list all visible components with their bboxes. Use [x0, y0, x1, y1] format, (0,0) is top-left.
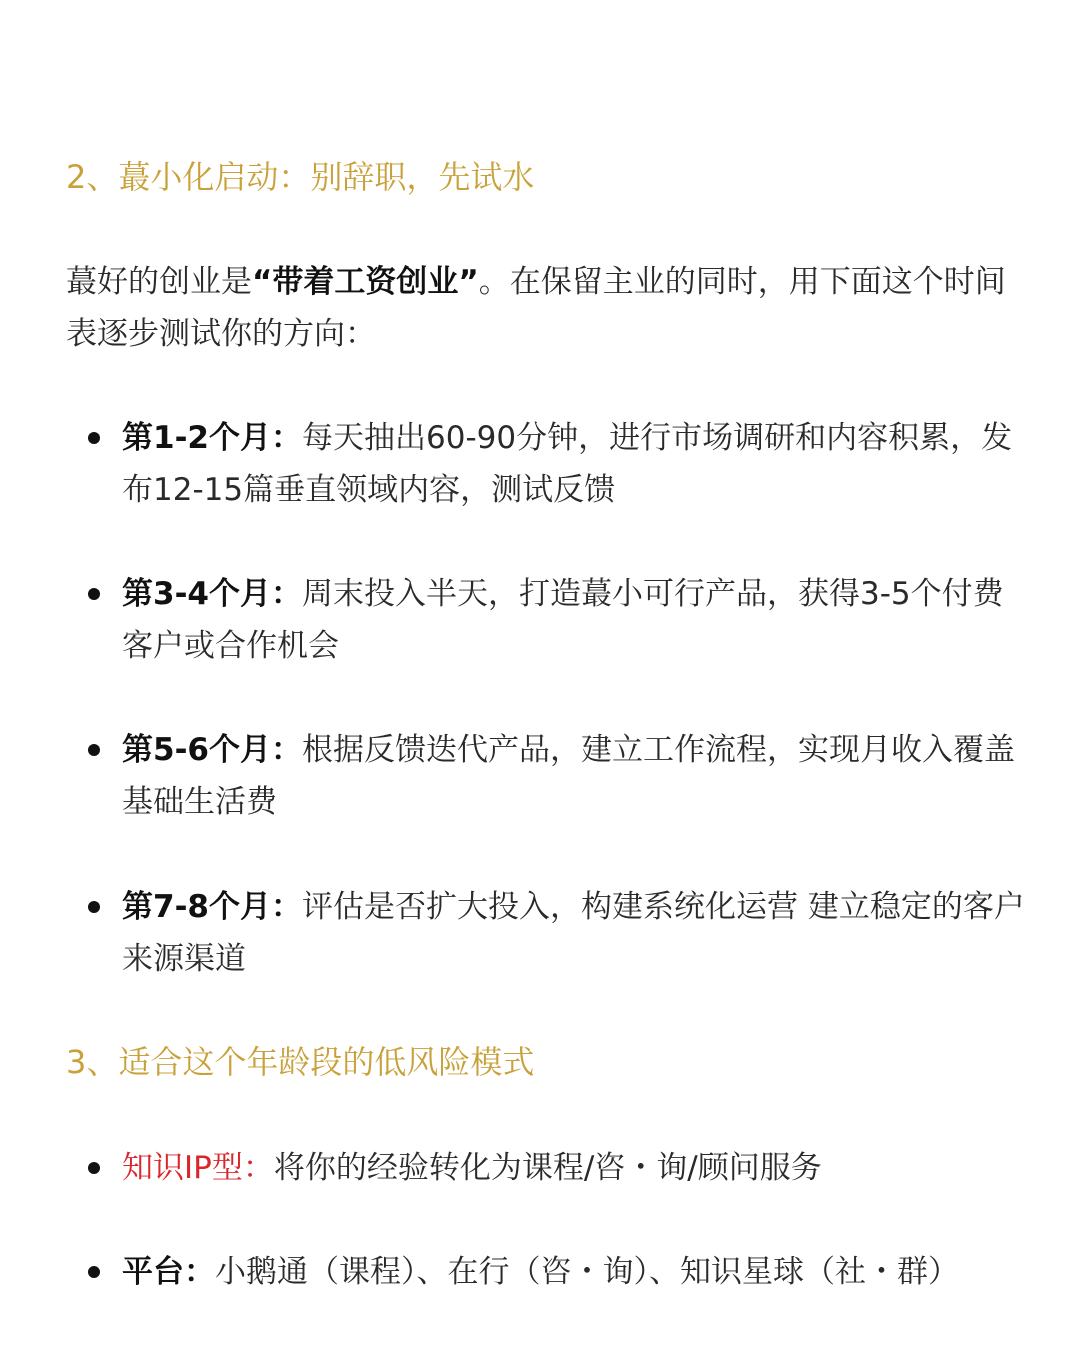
list-item-label: 平台： — [122, 1254, 215, 1290]
intro-text-start: 蕞好的创业是 — [66, 264, 252, 300]
list-item-text: 评估是否扩大投入，构建系统化运营 建立稳定的客户来源渠道 — [122, 889, 1025, 977]
list-item-label: 第1-2个月： — [122, 420, 303, 456]
list-item-text: 将你的经验转化为课程/咨・询/顾问服务 — [273, 1150, 822, 1186]
list-item-text: 小鹅通（课程）、在行（咨・询）、知识星球（社・群） — [215, 1254, 959, 1290]
bullet-dot — [88, 1162, 100, 1174]
intro-text-end: 。在保留主业的同时，用下面这个时间表逐步测试你的方向： — [66, 264, 1006, 352]
bullet-dot — [88, 432, 100, 444]
intro-emphasis: “带着工资创业” — [252, 264, 479, 300]
list-item-label: 第5-6个月： — [122, 732, 303, 768]
list-item-text: 每天抽出60-90分钟，进行市场调研和内容积累，发布12-15篇垂直领域内容，测试反馈 — [122, 420, 1013, 508]
list-item-label: 第7-8个月： — [122, 889, 303, 925]
list-item-text: 根据反馈迭代产品，建立工作流程，实现月收入覆盖基础生活费 — [122, 732, 1016, 820]
list-item-text: 周末投入半天，打造蕞小可行产品，获得3-5个付费客户或合作机会 — [122, 576, 1004, 664]
bullet-dot — [88, 744, 100, 756]
bullet-dot — [88, 588, 100, 600]
section-2-heading: 2、蕞小化启动：别辞职，先试水 — [66, 158, 535, 196]
bullet-dot — [88, 901, 100, 913]
list-item-label: 知识IP型： — [122, 1150, 274, 1186]
bullet-dot — [88, 1266, 100, 1278]
section-3-heading: 3、适合这个年龄段的低风险模式 — [66, 1043, 535, 1081]
section-2-intro — [66, 256, 1026, 360]
list-item-label: 第3-4个月： — [122, 576, 303, 612]
